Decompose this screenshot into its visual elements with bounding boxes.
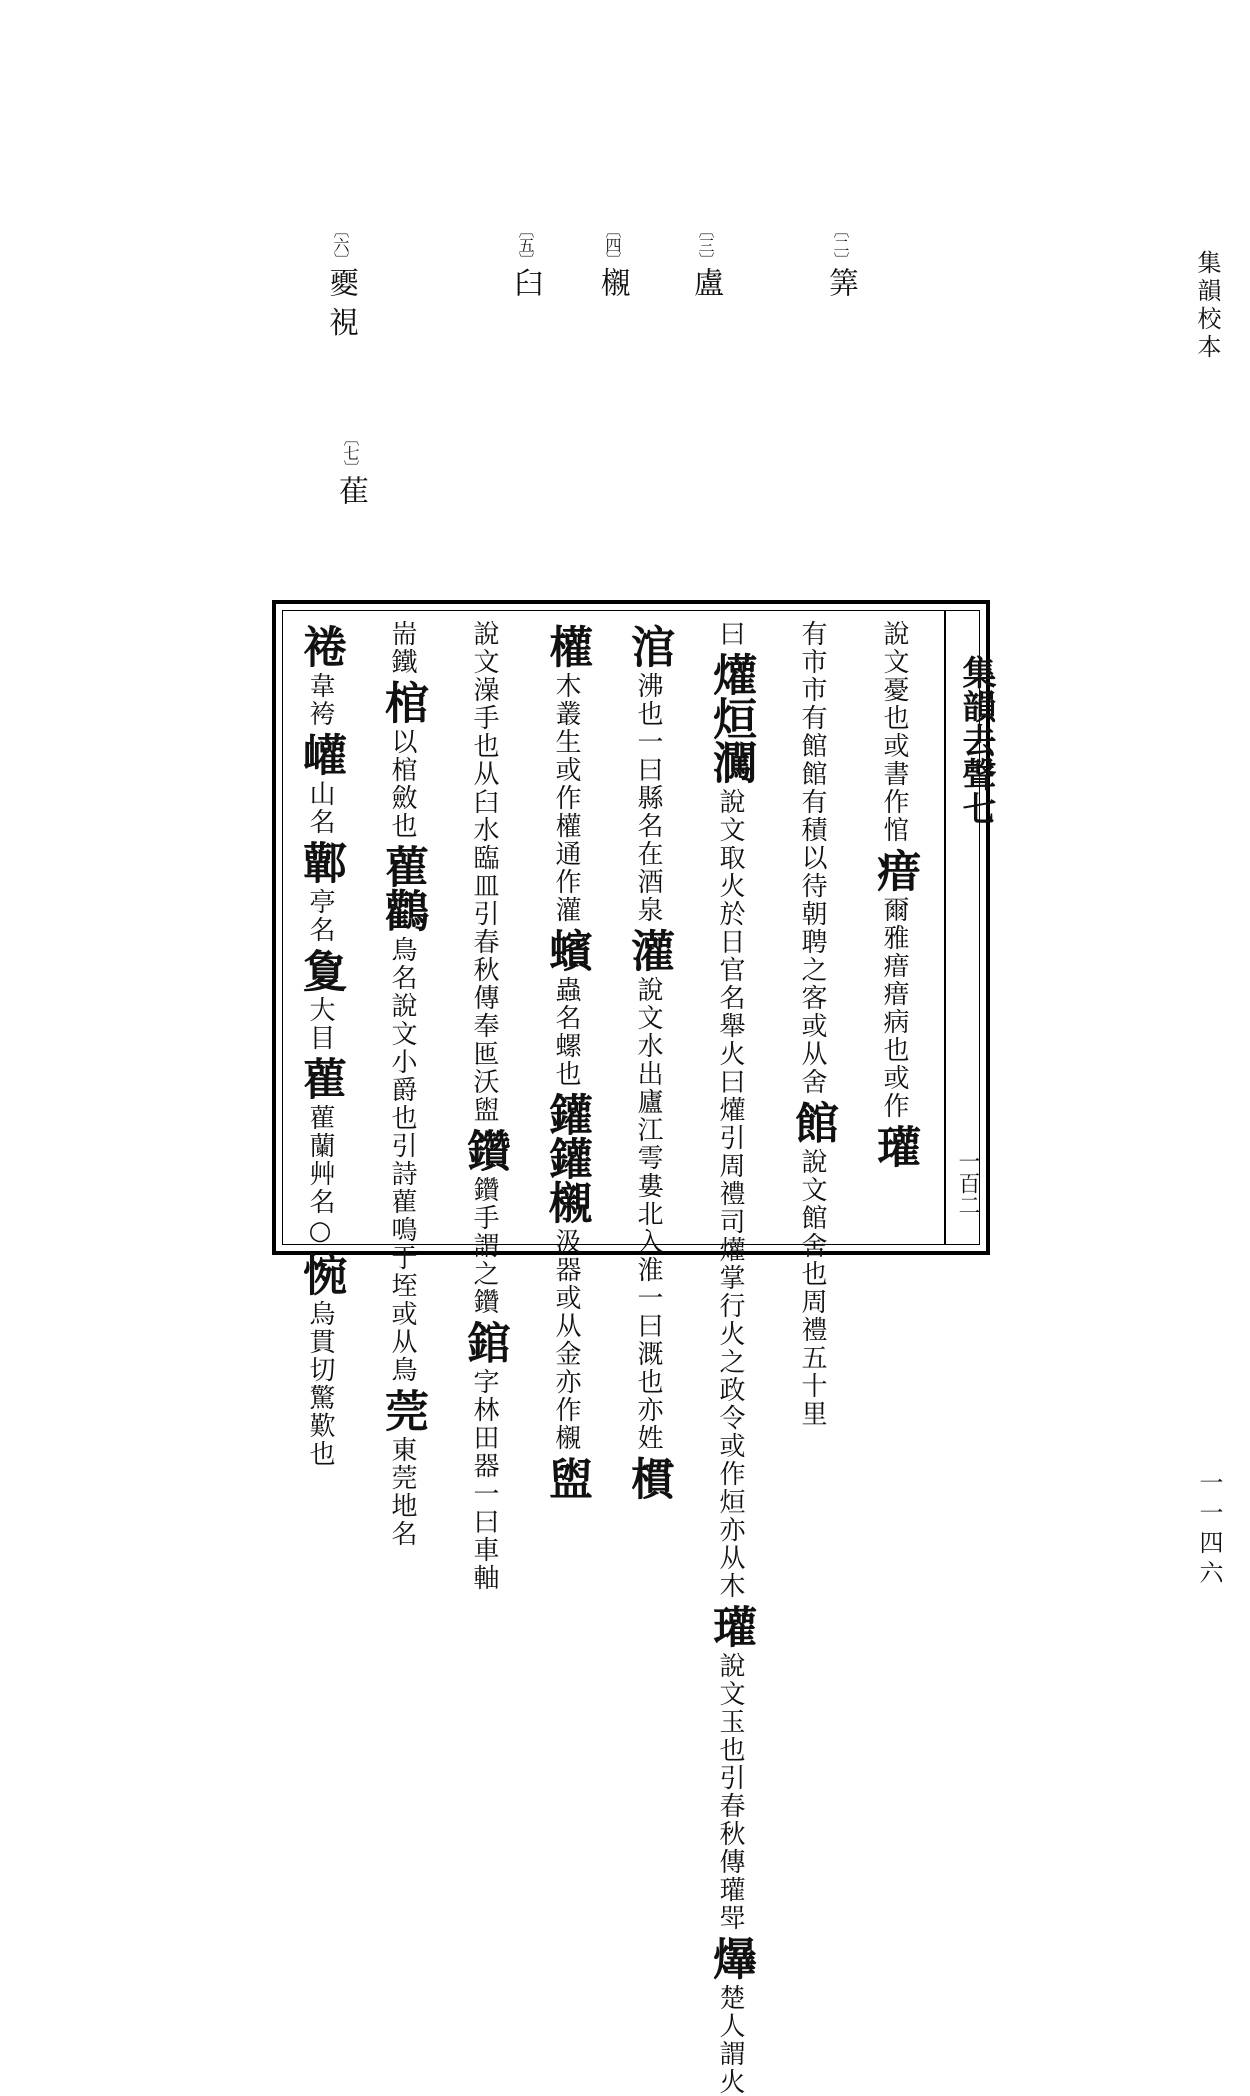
head-character: 錧 <box>459 1320 510 1364</box>
text-column <box>623 620 674 1504</box>
head-character: 爗 <box>705 1936 756 1980</box>
collation-note <box>333 430 368 505</box>
note-text: 夒 視 <box>323 267 358 337</box>
note-text: 臼 <box>508 267 543 297</box>
folio-number: 一百二 <box>955 1150 980 1216</box>
gloss-text: 鳥名說文小爵也引詩雚鳴于垤或从鳥 <box>387 936 417 1384</box>
head-character: 夐 <box>295 948 346 992</box>
head-character: 鑵鑵櫬 <box>541 1092 592 1224</box>
gloss-text: ○ <box>305 1216 335 1248</box>
head-character: 鑽 <box>459 1128 510 1172</box>
text-column <box>377 620 428 1548</box>
gloss-text: 說文憂也或書作悺 <box>879 620 909 844</box>
head-character: 莞 <box>377 1388 428 1432</box>
head-character: 灌 <box>623 928 674 972</box>
book-title: 集韻校本 <box>1193 250 1221 362</box>
gloss-text: 說文玉也引春秋傳瓘斝 <box>715 1652 745 1932</box>
gloss-text: 亭名 <box>305 888 335 944</box>
head-character: 盥 <box>541 1456 592 1500</box>
page-number: 一一四六 <box>1195 1470 1223 1590</box>
collation-note <box>823 222 858 297</box>
gloss-text: 木叢生或作權通作灌 <box>551 672 581 924</box>
text-column <box>295 620 346 1468</box>
gloss-text: 沸也一曰縣名在酒泉 <box>633 672 663 924</box>
gloss-text: 蟲名螺也 <box>551 976 581 1088</box>
gloss-text: 有市市有館館有積以待朝聘之客或从舍 <box>797 620 827 1096</box>
gloss-text: 說文取火於日官名舉火曰爟引周禮司爟掌行火之政令或作烜亦从木 <box>715 788 745 1600</box>
gloss-text: 鑽手謂之鑽 <box>469 1176 499 1316</box>
head-character: 爟烜㶒 <box>705 652 756 784</box>
head-character: 惋 <box>295 1252 346 1296</box>
note-mark: 〔五〕 <box>516 222 535 267</box>
gloss-text: 東莞地名 <box>387 1436 417 1548</box>
gloss-text: 以棺斂也 <box>387 728 417 840</box>
note-mark: 〔七〕 <box>341 430 360 475</box>
head-character: 涫 <box>623 624 674 668</box>
head-character: 瓘 <box>869 1124 920 1168</box>
gloss-text: 曰 <box>715 620 745 648</box>
collation-note <box>323 222 358 337</box>
text-column <box>541 620 592 1504</box>
collation-note <box>595 222 630 297</box>
head-character: 棺 <box>377 680 428 724</box>
note-text: 櫬 <box>595 267 630 297</box>
note-text: 盧 <box>688 267 723 297</box>
gloss-text: 耑鐵 <box>387 620 417 676</box>
note-mark: 〔六〕 <box>331 222 350 267</box>
volume-title: 集韻去聲七 <box>956 655 996 825</box>
head-character: 瓘 <box>705 1604 756 1648</box>
head-character: 雚鸛 <box>377 844 428 932</box>
head-character: 雚 <box>295 1056 346 1100</box>
collation-note <box>508 222 543 297</box>
text-column <box>705 620 756 2096</box>
head-character: 鄿 <box>295 840 346 884</box>
note-mark: 〔四〕 <box>603 222 622 267</box>
gloss-text: 說文館舍也周禮五十里 <box>797 1148 827 1428</box>
head-character: 樌 <box>623 1456 674 1500</box>
facsimile-page <box>272 600 996 2096</box>
note-mark: 〔三〕 <box>696 222 715 267</box>
head-character: 巏 <box>295 732 346 776</box>
collation-note <box>688 222 723 297</box>
gloss-text: 楚人謂火 <box>715 1984 745 2096</box>
gloss-text: 爾雅瘄瘄病也或作 <box>879 896 909 1120</box>
note-text: 萑 <box>333 475 368 505</box>
gloss-text: 烏貫切驚歎也 <box>305 1300 335 1468</box>
gloss-text: 說文澡手也从臼水臨皿引春秋傳奉匜沃盥 <box>469 620 499 1124</box>
text-column <box>869 620 920 1172</box>
gloss-text: 汲器或从金亦作櫬 <box>551 1228 581 1452</box>
gloss-text: 韋袴 <box>305 672 335 728</box>
gloss-text: 大目 <box>305 996 335 1052</box>
gloss-text: 山名 <box>305 780 335 836</box>
center-strip <box>944 610 996 1245</box>
gloss-text: 雚蘭艸名 <box>305 1104 335 1216</box>
note-mark: 〔二〕 <box>831 222 850 267</box>
head-character: 權 <box>541 624 592 668</box>
text-column <box>787 620 838 1428</box>
head-character: 瘄 <box>869 848 920 892</box>
gloss-text: 說文水出廬江雩婁北入淮一曰溉也亦姓 <box>633 976 663 1452</box>
text-column <box>459 620 510 1592</box>
head-character: 蠙 <box>541 928 592 972</box>
head-character: 館 <box>787 1100 838 1144</box>
note-text: 筭 <box>823 267 858 297</box>
head-character: 裷 <box>295 624 346 668</box>
gloss-text: 字林田器一曰車軸 <box>469 1368 499 1592</box>
